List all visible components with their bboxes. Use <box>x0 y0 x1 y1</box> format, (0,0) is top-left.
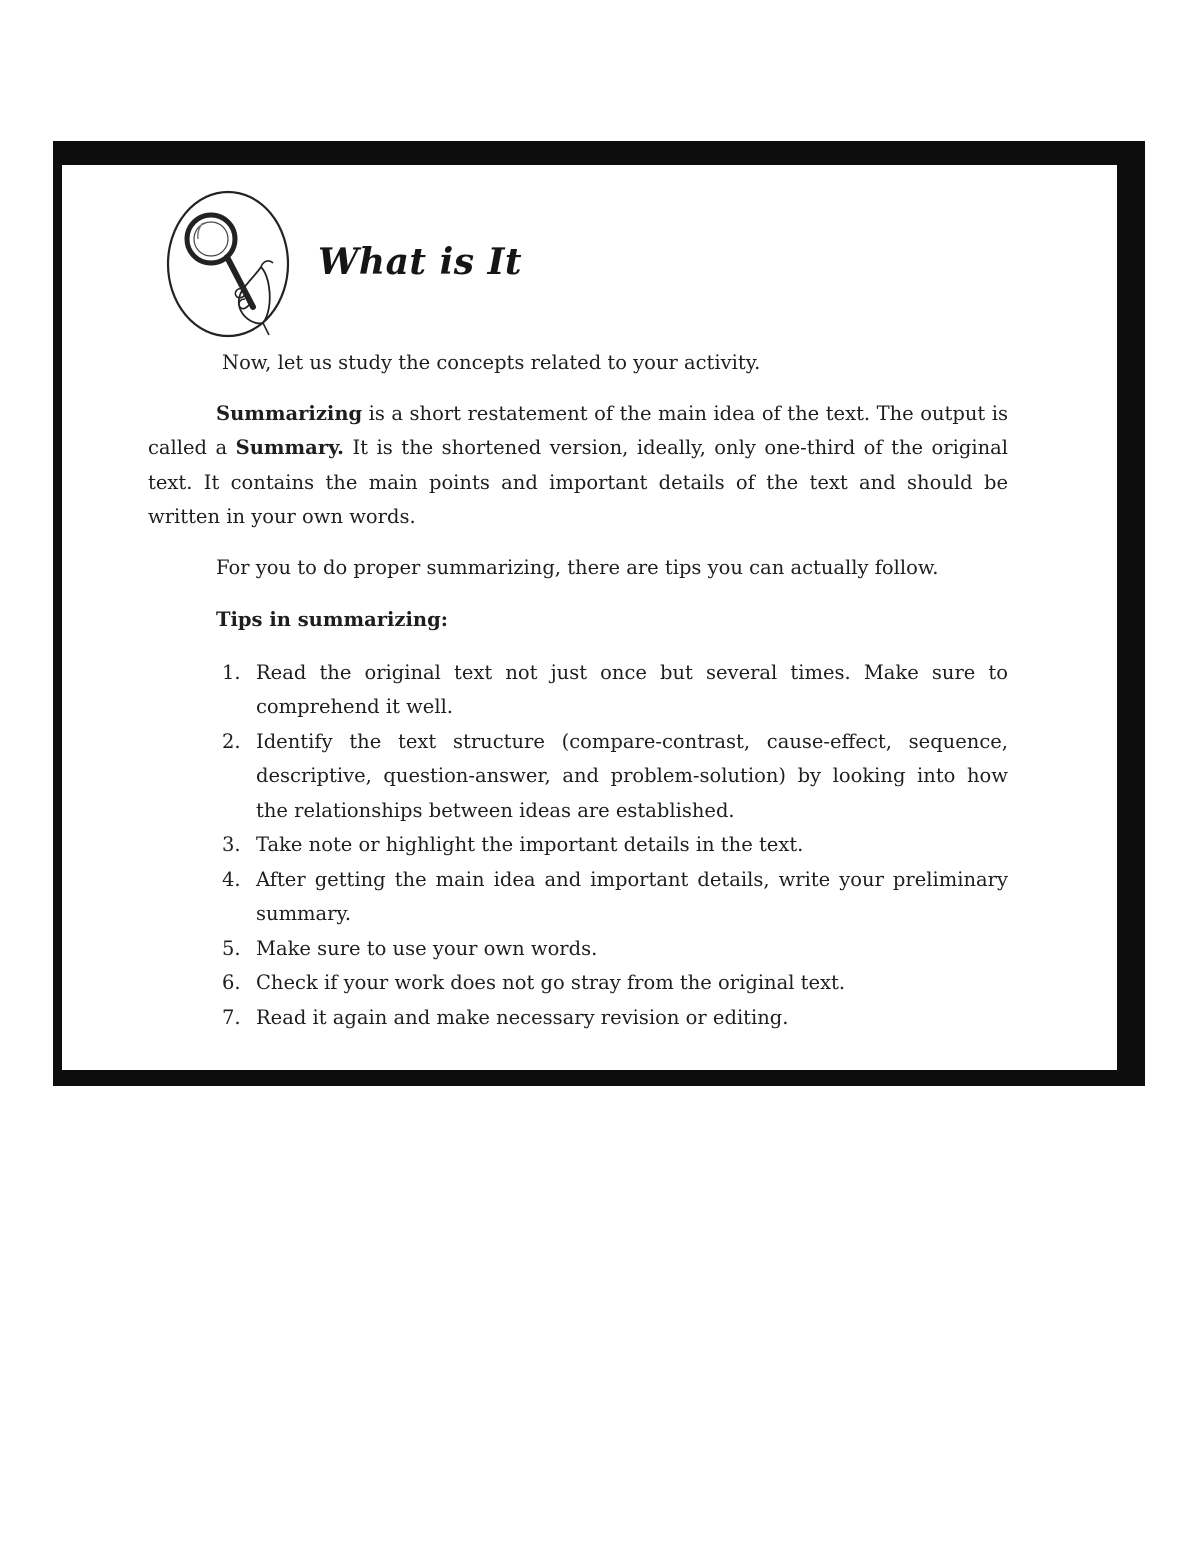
term-summary: Summary. <box>235 436 344 459</box>
definition-paragraph <box>148 397 1008 535</box>
lesson-body <box>148 346 1008 1035</box>
list-item-text: Take note or highlight the important details in the text. <box>256 833 804 856</box>
list-item-number: 4. <box>222 867 241 891</box>
list-item-text: After getting the main idea and important details, write your preliminary summary. <box>256 867 1008 925</box>
intro-paragraph: Now, let us study the concepts related to your activity. <box>222 351 761 374</box>
tips-list <box>148 656 1008 1036</box>
term-summarizing: Summarizing <box>216 401 363 425</box>
magnifying-glass-hand-icon <box>165 189 291 339</box>
list-item <box>216 828 1008 863</box>
definition-text-2: It is the shortened version, ideally, only one-third of the original text. It contains the main points and important details of the text and should be written in your own words. <box>148 436 1008 528</box>
list-item-text: Make sure to use your own words. <box>256 936 598 960</box>
list-item <box>216 725 1008 829</box>
list-item-text: Identify the text structure (compare-contrast, cause-effect, sequence, descriptive, question-answer, and problem-solution) by looking into how the relationships between ideas are established. <box>256 729 1008 822</box>
list-item-number: 1. <box>222 660 241 684</box>
page-frame <box>53 141 1145 1086</box>
tips-heading: Tips in summarizing: <box>216 608 448 631</box>
list-item <box>216 1001 1008 1036</box>
list-item <box>216 863 1008 932</box>
page-title: What is It <box>318 241 523 283</box>
list-item-number: 6. <box>222 971 241 994</box>
list-item <box>216 966 1008 1001</box>
list-item-number: 5. <box>222 936 241 960</box>
list-item-text: Read the original text not just once but several times. Make sure to comprehend it well. <box>256 660 1008 718</box>
list-item-text: Check if your work does not go stray from the original text. <box>256 971 846 994</box>
list-item-text: Read it again and make necessary revision or editing. <box>256 1005 789 1029</box>
follow-up-paragraph: For you to do proper summarizing, there are tips you can actually follow. <box>216 555 939 579</box>
list-item <box>216 656 1008 725</box>
worksheet-panel <box>62 165 1117 1070</box>
list-item-number: 3. <box>222 833 241 856</box>
list-item-number: 2. <box>222 729 241 753</box>
list-item-number: 7. <box>222 1005 241 1029</box>
list-item <box>216 932 1008 967</box>
definition-text-1: is a short restatement of the main idea of the text. The output is called a <box>148 401 1008 459</box>
